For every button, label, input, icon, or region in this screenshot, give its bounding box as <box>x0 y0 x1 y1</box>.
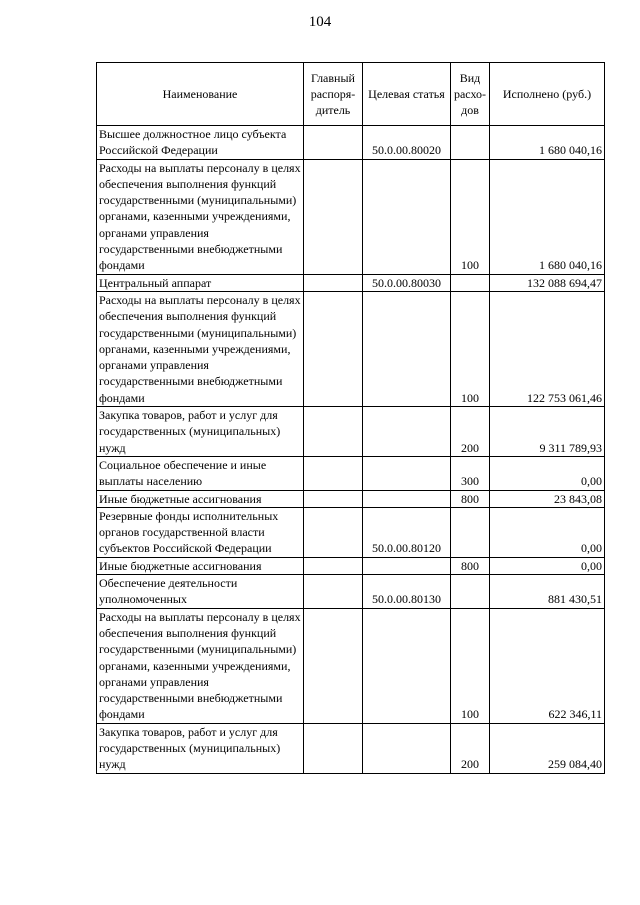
table-row <box>97 159 605 274</box>
cell-admin <box>304 274 363 291</box>
cell-name: Расходы на выплаты персоналу в целях обеспечения выполнения функций государственными (муниципальными) органами, казенными учреждениями, органами управления государственными внебюджетными фондами <box>97 159 304 274</box>
table-row <box>97 126 605 160</box>
cell-amount: 9 311 789,93 <box>490 407 605 457</box>
cell-admin <box>304 557 363 574</box>
cell-admin <box>304 608 363 723</box>
cell-name: Обеспечение деятельности уполномоченных <box>97 575 304 609</box>
cell-admin <box>304 456 363 490</box>
table-row <box>97 507 605 557</box>
cell-name: Расходы на выплаты персоналу в целях обеспечения выполнения функций государственными (муниципальными) органами, казенными учреждениями, органами управления государственными внебюджетными фондами <box>97 291 304 406</box>
cell-amount: 881 430,51 <box>490 575 605 609</box>
cell-name: Закупка товаров, работ и услуг для государственных (муниципальных) нужд <box>97 723 304 773</box>
cell-admin <box>304 407 363 457</box>
header-name: Наименование <box>97 63 304 126</box>
cell-article <box>363 456 451 490</box>
table-row <box>97 575 605 609</box>
cell-amount: 1 680 040,16 <box>490 126 605 160</box>
cell-amount: 23 843,08 <box>490 490 605 507</box>
table-row <box>97 557 605 574</box>
cell-type: 200 <box>451 723 490 773</box>
cell-name: Центральный аппарат <box>97 274 304 291</box>
cell-type <box>451 575 490 609</box>
cell-amount: 0,00 <box>490 507 605 557</box>
header-admin: Главный распоря-дитель <box>304 63 363 126</box>
cell-admin <box>304 490 363 507</box>
cell-article: 50.0.00.80120 <box>363 507 451 557</box>
cell-name: Резервные фонды исполнительных органов государственной власти субъектов Российской Федерации <box>97 507 304 557</box>
cell-amount: 122 753 061,46 <box>490 291 605 406</box>
cell-amount: 132 088 694,47 <box>490 274 605 291</box>
cell-type: 100 <box>451 608 490 723</box>
cell-amount: 1 680 040,16 <box>490 159 605 274</box>
cell-amount: 0,00 <box>490 456 605 490</box>
cell-type: 200 <box>451 407 490 457</box>
table-row <box>97 456 605 490</box>
cell-article: 50.0.00.80030 <box>363 274 451 291</box>
cell-type <box>451 126 490 160</box>
cell-article <box>363 608 451 723</box>
cell-article: 50.0.00.80130 <box>363 575 451 609</box>
cell-article: 50.0.00.80020 <box>363 126 451 160</box>
cell-article <box>363 557 451 574</box>
cell-name: Иные бюджетные ассигнования <box>97 490 304 507</box>
cell-amount: 259 084,40 <box>490 723 605 773</box>
cell-name: Расходы на выплаты персоналу в целях обеспечения выполнения функций государственными (муниципальными) органами, казенными учреждениями, органами управления государственными внебюджетными фондами <box>97 608 304 723</box>
cell-type: 100 <box>451 159 490 274</box>
cell-admin <box>304 126 363 160</box>
cell-admin <box>304 159 363 274</box>
cell-name: Высшее должностное лицо субъекта Российской Федерации <box>97 126 304 160</box>
table-row <box>97 608 605 723</box>
table-row <box>97 291 605 406</box>
cell-article <box>363 407 451 457</box>
table-row <box>97 490 605 507</box>
cell-type: 800 <box>451 490 490 507</box>
cell-article <box>363 490 451 507</box>
cell-admin <box>304 507 363 557</box>
cell-type: 300 <box>451 456 490 490</box>
cell-type: 100 <box>451 291 490 406</box>
cell-article <box>363 723 451 773</box>
table-row <box>97 407 605 457</box>
header-amount: Исполнено (руб.) <box>490 63 605 126</box>
cell-name: Социальное обеспечение и иные выплаты населению <box>97 456 304 490</box>
cell-name: Закупка товаров, работ и услуг для государственных (муниципальных) нужд <box>97 407 304 457</box>
header-type: Вид расхо-дов <box>451 63 490 126</box>
page-number: 104 <box>308 14 332 30</box>
budget-table <box>96 62 605 774</box>
cell-article <box>363 159 451 274</box>
cell-type: 800 <box>451 557 490 574</box>
table-header-row <box>97 63 605 126</box>
cell-amount: 0,00 <box>490 557 605 574</box>
cell-admin <box>304 291 363 406</box>
cell-name: Иные бюджетные ассигнования <box>97 557 304 574</box>
cell-type <box>451 274 490 291</box>
cell-admin <box>304 723 363 773</box>
cell-admin <box>304 575 363 609</box>
cell-amount: 622 346,11 <box>490 608 605 723</box>
cell-article <box>363 291 451 406</box>
table-row <box>97 723 605 773</box>
header-article: Целевая статья <box>363 63 451 126</box>
table-row <box>97 274 605 291</box>
cell-type <box>451 507 490 557</box>
